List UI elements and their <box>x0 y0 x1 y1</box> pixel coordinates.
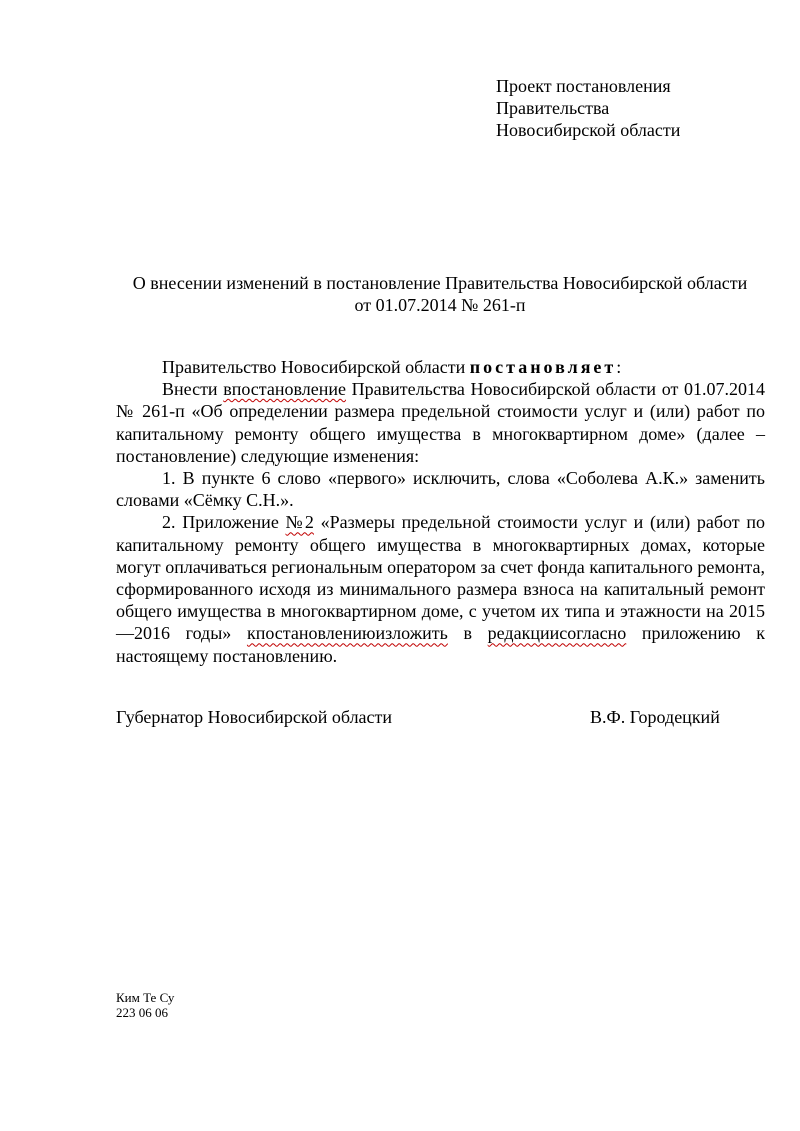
paragraph-item-2 <box>116 511 765 666</box>
item-2-end: приложению к настоящему постановлению. <box>116 623 766 666</box>
spellcheck-error-word: впостановление <box>223 379 346 400</box>
amendment-intro-start: Внести <box>162 379 224 400</box>
item-2-connector: в <box>447 623 488 644</box>
decree-intro-text: Правительство Новосибирской области <box>162 357 470 377</box>
footer-phone: 223 06 06 <box>116 1005 168 1020</box>
document-title-line-1: О внесении изменений в постановление Правительства Новосибирской области <box>132 273 748 293</box>
item-1-text: 1. В пункте 6 слово «первого» исключить, слова «Соболева А.К.» заменить словами «Сёмку С.Н.». <box>116 468 765 511</box>
paragraph-item-1 <box>116 467 765 511</box>
paragraph-decree-intro <box>116 356 765 378</box>
draft-header <box>496 75 680 141</box>
draft-header-line-3: Новосибирской области <box>496 120 681 140</box>
item-2-middle: «Размеры предельной стоимости услуг и (или) работ по капитальному ремонту общего имущества в многоквартирных домах, которые могут оплачиваться региональным оператором за счет фонда капитального ремонта, сформированного исходя из минимального размера взноса на капитальный ремонт общего имущества в многоквартирном доме, с учетом их типа и этажности на 2015—2016 годы» <box>116 512 765 644</box>
signatory-position: Губернатор Новосибирской области <box>116 707 393 727</box>
spellcheck-error-number: №2 <box>285 512 314 533</box>
draft-header-line-2: Правительства <box>496 98 610 118</box>
spellcheck-error-phrase: кпостановлениюизложить <box>246 623 448 644</box>
document-title-line-2: от 01.07.2014 № 261-п <box>354 295 526 315</box>
amendment-intro-rest: Правительства Новосибирской области от 01.07.2014 № 261-п «Об определении размера предельной стоимости услуг и (или) работ по капитальному ремонту общего имущества в многоквартирном доме» (далее – постановление) следующие изменения: <box>116 379 765 466</box>
signatory-name: В.Ф. Городецкий <box>590 707 720 727</box>
spellcheck-error-phrase-2: редакциисогласно <box>487 623 627 644</box>
draft-header-line-1: Проект постановления <box>496 76 671 96</box>
footer-author: Ким Те Су <box>116 990 175 1005</box>
document-title <box>100 272 780 316</box>
decree-keyword: постановляет <box>469 357 617 377</box>
footer-contact <box>116 990 174 1020</box>
paragraph-amendment-intro <box>116 378 765 467</box>
decree-intro-colon: : <box>616 357 622 377</box>
item-2-start: 2. Приложение <box>162 512 286 533</box>
document-body <box>116 356 765 667</box>
